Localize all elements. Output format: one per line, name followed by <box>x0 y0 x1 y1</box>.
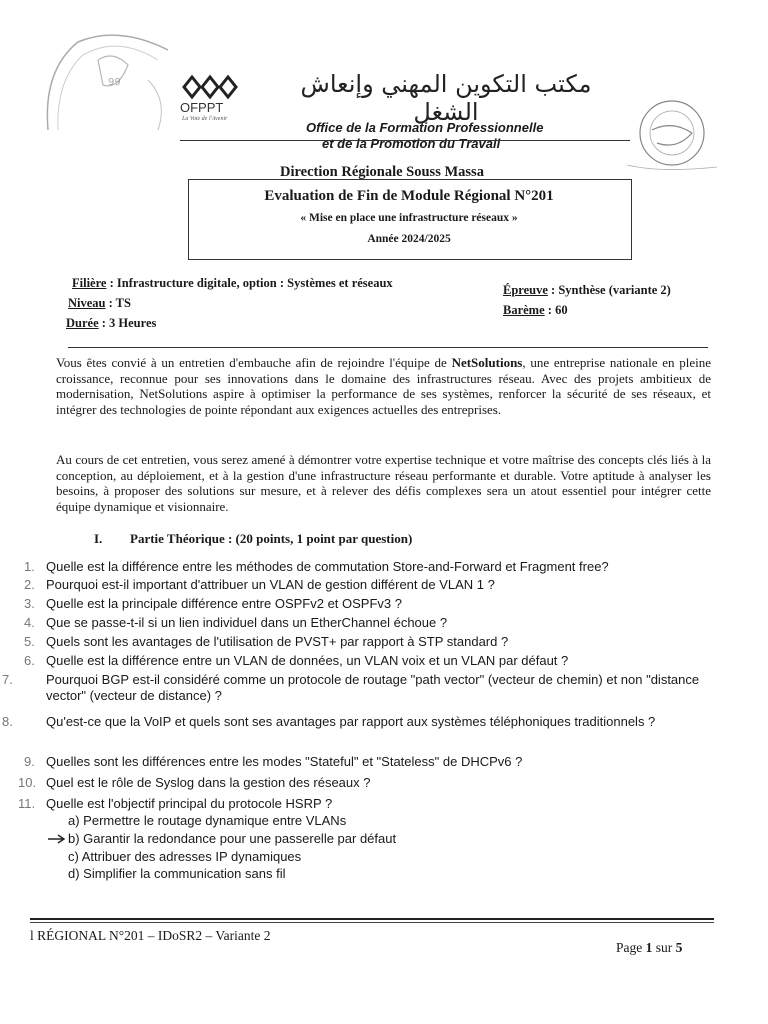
option-d: d) Simplifier la communication sans fil <box>68 866 286 881</box>
question-number: 1. <box>24 559 35 574</box>
question-item <box>24 754 714 770</box>
page-prefix: Page <box>616 940 646 955</box>
academic-year: Année 2024/2025 <box>367 233 451 245</box>
question-item <box>24 577 714 593</box>
question-item <box>2 672 736 704</box>
question-number: 2. <box>24 577 35 592</box>
stamp-left <box>38 30 188 140</box>
footer-module-ref: l RÉGIONAL N°201 – IDoSR2 – Variante 2 <box>30 928 271 943</box>
intro-p1-start: Vous êtes convié à un entretien d'embauche afin de rejoindre l'équipe de <box>56 355 452 370</box>
question-number: 5. <box>24 634 35 649</box>
question-number: 9. <box>24 754 35 769</box>
answer-mark-icon <box>46 833 68 845</box>
header-divider <box>180 140 630 141</box>
intro-p1-end: , une entreprise nationale en pleine croissance, reconnue pour ses innovations dans le domaine des infrastructures réseau. Avec des projets ambitieux de modernisation, NetSolutions aspire à optimiser la performance de ses systèmes, renforcer la sécurité de ses réseaux, et intégrer des technologies de pointe répondant aux exigences actuelles des entreprises. <box>56 355 711 417</box>
question-text: Que se passe-t-il si un lien individuel dans un EtherChannel échoue ? <box>46 615 448 630</box>
question-item <box>24 653 714 669</box>
section-number: I. <box>94 531 103 546</box>
question-item <box>2 714 736 730</box>
option-b: b) Garantir la redondance pour une passerelle par défaut <box>68 831 397 846</box>
svg-text:99: 99 <box>108 77 121 88</box>
duree-value: : 3 Heures <box>98 316 157 330</box>
meta-divider <box>68 347 708 348</box>
intro-paragraph-2: Au cours de cet entretien, vous serez amené à démontrer votre expertise technique et votre maîtrise des concepts clés liés à la conception, au déploiement, et à la gestion d'une infrastructure réseau performante et durable. Votre aptitude à analyser les besoins, à proposer des solutions sur mesure, et à relever des défis complexes sera un atout essentiel pour intégrer cette équipe dynamique et visionnaire. <box>56 452 711 514</box>
niveau-value: : TS <box>105 296 131 310</box>
question-item <box>24 615 714 631</box>
logo-tagline: La Voie de l'Avenir <box>182 116 228 122</box>
question-number: 11. <box>18 796 36 811</box>
question-text: Pourquoi BGP est-il considéré comme un protocole de routage "path vector" (vecteur de chemin) et non "distance vector" (vecteur de distance) ? <box>46 672 700 703</box>
question-item <box>24 596 714 612</box>
option-c: c) Attribuer des adresses IP dynamiques <box>68 849 302 864</box>
question-number: 8. <box>2 714 13 729</box>
duree-label: Durée <box>66 316 99 330</box>
direction-title: Direction Régionale Souss Massa <box>280 164 484 180</box>
question-number: 10. <box>18 775 37 790</box>
epreuve-value: : Synthèse (variante 2) <box>547 283 671 297</box>
page-number: 1 <box>645 940 653 955</box>
question-number: 6. <box>24 653 35 668</box>
page-indicator <box>616 940 682 956</box>
module-name: « Mise en place une infrastructure réseaux » <box>300 212 518 224</box>
question-text: Qu'est-ce que la VoIP et quels sont ses avantages par rapport aux systèmes téléphoniques traditionnels ? <box>46 714 656 729</box>
ofppt-logo-icon <box>180 72 242 102</box>
arabic-org-name: مكتب التكوين المهني وإنعاش الشغل <box>300 70 592 126</box>
page-total: 5 <box>675 940 683 955</box>
question-text: Quels sont les avantages de l'utilisation de PVST+ par rapport à STP standard ? <box>46 634 509 649</box>
option-a: a) Permettre le routage dynamique entre VLANs <box>68 813 347 828</box>
section-heading <box>94 531 412 547</box>
niveau-line <box>68 296 131 311</box>
footer-rule-thin <box>30 922 714 923</box>
duree-line <box>66 316 156 331</box>
question-text: Quelle est la principale différence entre OSPFv2 et OSPFv3 ? <box>46 596 402 611</box>
stamp-right <box>622 95 722 175</box>
filiere-label: Filière <box>72 276 107 290</box>
filiere-line <box>72 276 393 291</box>
page-sep: sur <box>652 940 676 955</box>
question-item <box>24 634 714 650</box>
epreuve-label: Épreuve <box>503 283 548 297</box>
question-text: Quelles sont les différences entre les modes "Stateful" et "Stateless" de DHCPv6 ? <box>46 754 523 769</box>
intro-paragraph-1 <box>56 355 711 417</box>
question-text: Quelle est la différence entre un VLAN de données, un VLAN voix et un VLAN par défaut ? <box>46 653 569 668</box>
question-item <box>18 796 708 812</box>
niveau-label: Niveau <box>68 296 106 310</box>
question-number: 7. <box>2 672 13 687</box>
footer-rule <box>30 918 714 920</box>
filiere-value: : Infrastructure digitale, option : Systèmes et réseaux <box>106 276 393 290</box>
question-item <box>24 559 714 575</box>
question-text: Pourquoi est-il important d'attribuer un VLAN de gestion différent de VLAN 1 ? <box>46 577 495 592</box>
question-item <box>18 775 708 791</box>
exam-title: Evaluation de Fin de Module Régional N°201 <box>264 188 554 204</box>
org-name-line2: et de la Promotion du Travail <box>322 136 501 151</box>
bareme-line <box>503 303 568 318</box>
bareme-label: Barème <box>503 303 545 317</box>
company-name: NetSolutions <box>451 355 523 370</box>
bareme-value: : 60 <box>544 303 568 317</box>
question-number: 4. <box>24 615 35 630</box>
logo-text: OFPPT <box>180 100 224 115</box>
question-text: Quelle est l'objectif principal du protocole HSRP ? <box>46 796 333 811</box>
epreuve-line <box>503 283 671 298</box>
question-text: Quel est le rôle de Syslog dans la gestion des réseaux ? <box>46 775 371 790</box>
question-text: Quelle est la différence entre les méthodes de commutation Store-and-Forward et Fragment free? <box>46 559 609 574</box>
org-name-line1: Office de la Formation Professionnelle <box>306 120 544 135</box>
section-title: Partie Théorique : (20 points, 1 point par question) <box>130 531 413 546</box>
question-number: 3. <box>24 596 35 611</box>
